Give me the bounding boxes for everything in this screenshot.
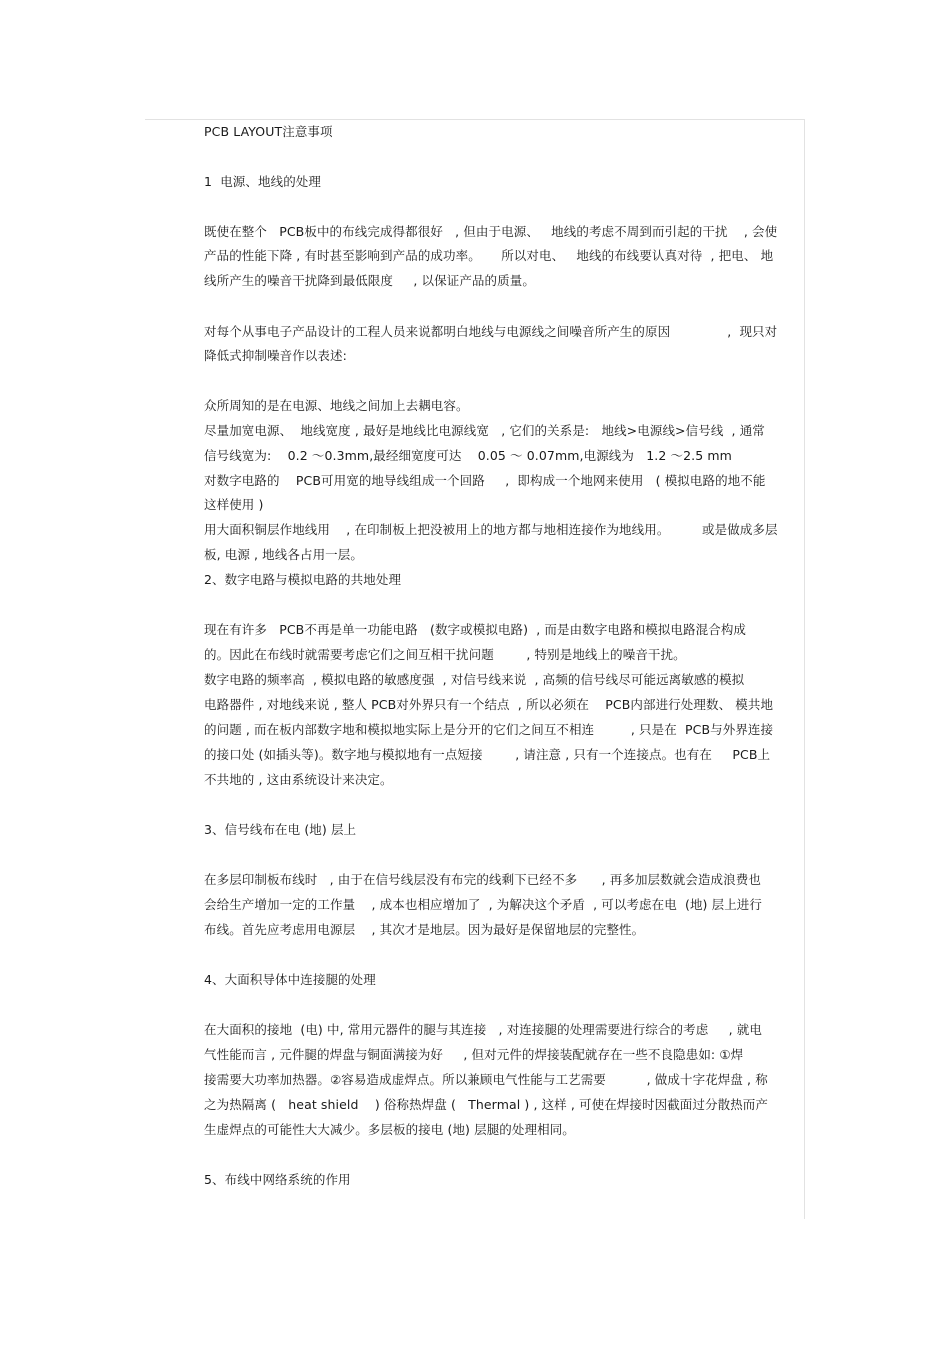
section-heading-5: 5、布线中网络系统的作用 bbox=[204, 1172, 351, 1187]
paragraph-line: 之为热隔离 ( heat shield ) 俗称热焊盘 ( Thermal ) , 这样 , 可使在焊接时因截面过分散热而产 bbox=[204, 1097, 769, 1112]
paragraph-line: 降低式抑制噪音作以表述: bbox=[204, 348, 347, 363]
paragraph-line: 的。因此在布线时就需要考虑它们之间互相干扰问题 , 特别是地线上的噪音干扰。 bbox=[204, 647, 686, 662]
paragraph-line: 线所产生的噪音干扰降到最低限度 , 以保证产品的质量。 bbox=[204, 273, 535, 288]
paragraph-line: 在多层印制板布线时 , 由于在信号线层没有布完的线剩下已经不多 , 再多加层数就会造成浪费也 bbox=[204, 872, 761, 887]
paragraph-line: 用大面积铜层作地线用 , 在印制板上把没被用上的地方都与地相连接作为地线用。 或是做成多层 bbox=[204, 522, 778, 537]
section-heading-3: 3、信号线布在电 (地) 层上 bbox=[204, 822, 357, 837]
paragraph-line: 这样使用 ) bbox=[204, 497, 264, 512]
paragraph-line: 对数字电路的 PCB可用宽的地导线组成一个回路 , 即构成一个地网来使用 ( 模拟电路的地不能 bbox=[204, 473, 766, 488]
paragraph-line: 接需要大功率加热器。②容易造成虚焊点。所以兼顾电气性能与工艺需要 , 做成十字花焊盘 , 称 bbox=[204, 1072, 768, 1087]
paragraph-line: 生虚焊点的可能性大大减少。多层板的接电 (地) 层腿的处理相同。 bbox=[204, 1122, 575, 1137]
paragraph-line: 产品的性能下降 , 有时甚至影响到产品的成功率。 所以对电、 地线的布线要认真对待 , 把电、 地 bbox=[204, 248, 774, 263]
paragraph-line: 的接口处 (如插头等)。数字地与模拟地有一点短接 , 请注意 , 只有一个连接点。也有在 PCB上 bbox=[204, 747, 771, 762]
paragraph-line: 对每个从事电子产品设计的工程人员来说都明白地线与电源线之间噪音所产生的原因 , 现只对 bbox=[204, 324, 778, 339]
paragraph-line: 数字电路的频率高 , 模拟电路的敏感度强 , 对信号线来说 , 高频的信号线尽可能远离敏感的模拟 bbox=[204, 672, 745, 687]
paragraph-line: 现在有许多 PCB不再是单一功能电路 (数字或模拟电路) , 而是由数字电路和模拟电路混合构成 bbox=[204, 622, 747, 637]
paragraph-line: 布线。首先应考虑用电源层 , 其次才是地层。因为最好是保留地层的完整性。 bbox=[204, 922, 645, 937]
section-heading-4: 4、大面积导体中连接腿的处理 bbox=[204, 972, 376, 987]
paragraph-line: 众所周知的是在电源、地线之间加上去耦电容。 bbox=[204, 398, 469, 413]
section-heading-1: 1 电源、地线的处理 bbox=[204, 174, 321, 189]
page-border-right bbox=[804, 119, 805, 1219]
section-heading-2: 2、数字电路与模拟电路的共地处理 bbox=[204, 572, 402, 587]
paragraph-line: 不共地的 , 这由系统设计来决定。 bbox=[204, 772, 393, 787]
paragraph-line: 在大面积的接地 (电) 中, 常用元器件的腿与其连接 , 对连接腿的处理需要进行综合的考虑 , 就电 bbox=[204, 1022, 763, 1037]
paragraph-line: 信号线宽为: 0.2 ～0.3mm,最经细宽度可达 0.05 ～ 0.07mm,电源线为 1.2 ～2.5 mm bbox=[204, 448, 732, 463]
paragraph-line: 电路器件 , 对地线来说 , 整人 PCB对外界只有一个结点 , 所以必须在 PCB内部进行处理数、 模共地 bbox=[204, 697, 774, 712]
paragraph-line: 的问题 , 而在板内部数字地和模拟地实际上是分开的它们之间互不相连 , 只是在 PCB与外界连接 bbox=[204, 722, 774, 737]
paragraph-line: 既使在整个 PCB板中的布线完成得都很好 , 但由于电源、 地线的考虑不周到而引起的干扰 , 会使 bbox=[204, 224, 778, 239]
paragraph-line: 板, 电源 , 地线各占用一层。 bbox=[204, 547, 363, 562]
paragraph-line: 会给生产增加一定的工作量 , 成本也相应增加了 , 为解决这个矛盾 , 可以考虑在电 (地) 层上进行 bbox=[204, 897, 763, 912]
paragraph-line: 尽量加宽电源、 地线宽度 , 最好是地线比电源线宽 , 它们的关系是: 地线>电源线>信号线 , 通常 bbox=[204, 423, 765, 438]
document-title: PCB LAYOUT注意事项 bbox=[204, 124, 333, 139]
page-border-top bbox=[145, 119, 805, 120]
paragraph-line: 气性能而言 , 元件腿的焊盘与铜面满接为好 , 但对元件的焊接装配就存在一些不良隐患如: ①焊 bbox=[204, 1047, 744, 1062]
